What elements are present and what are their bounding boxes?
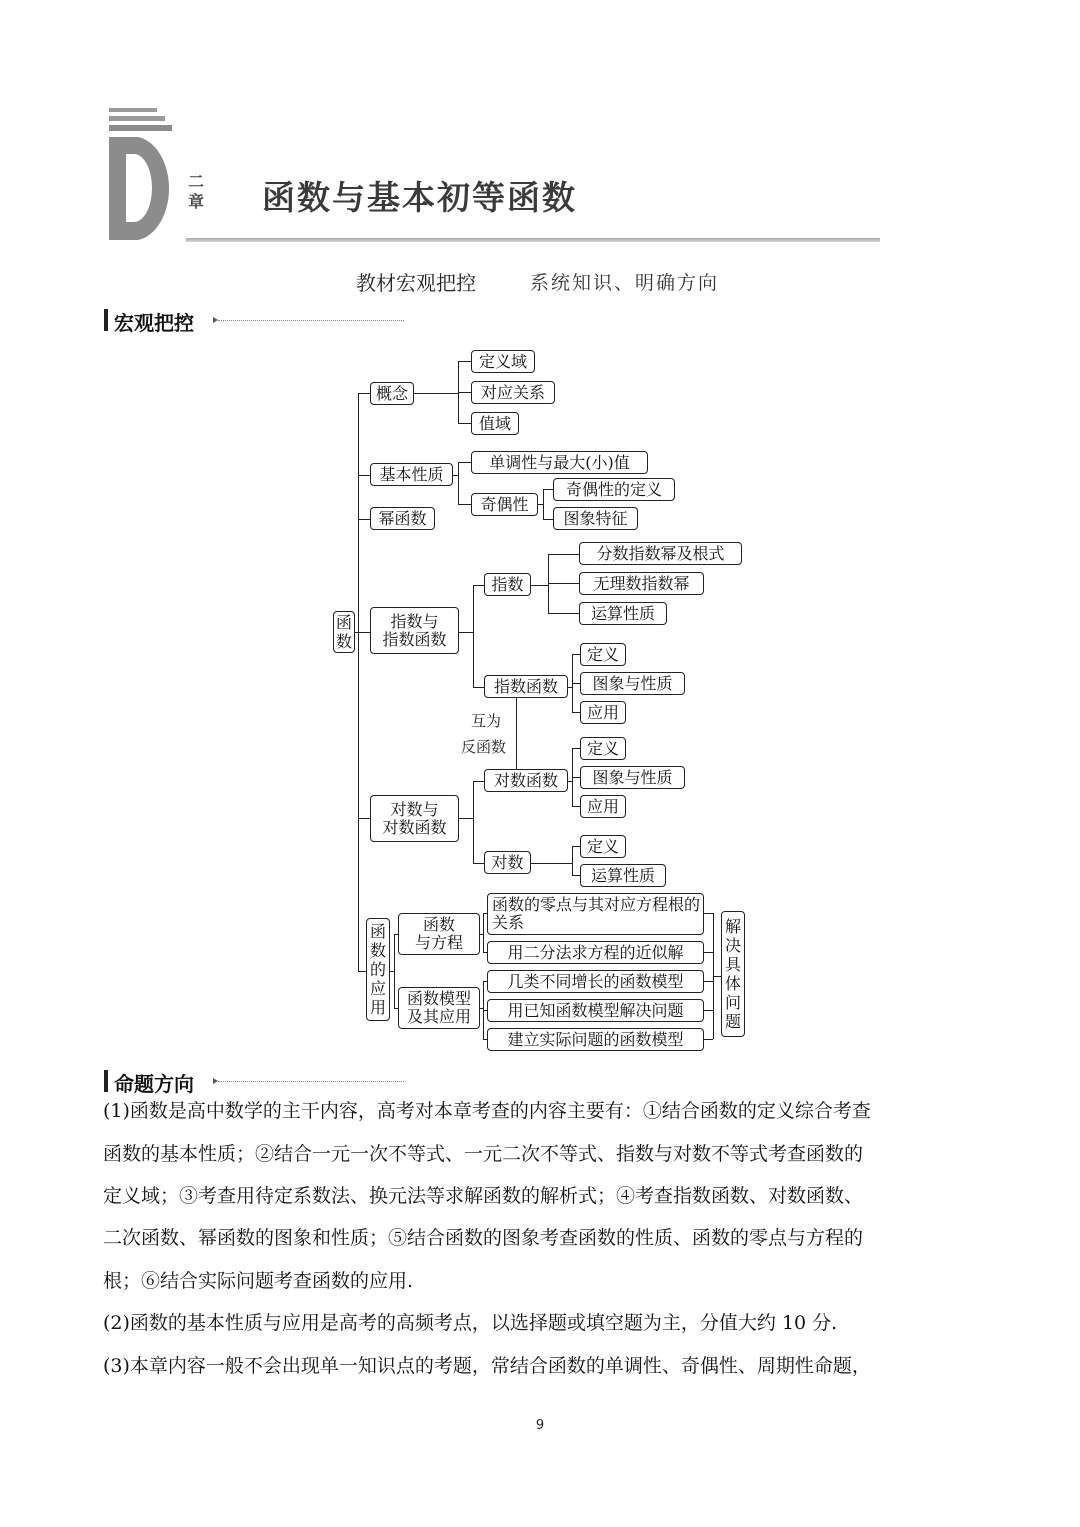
node-solve-problems: 解决具体问题	[721, 911, 745, 1037]
inverse-label-2: 反函数	[461, 738, 507, 756]
node-log-operations: 运算性质	[580, 864, 666, 887]
node-exp-operations: 运算性质	[579, 602, 667, 625]
node-log-function: 对数函数	[484, 769, 568, 792]
node-zeros-roots: 函数的零点与其对应方程根的关系	[487, 893, 704, 935]
paragraph-line-4: 二次函数、幂函数的图象和性质；⑤结合函数的图象考查函数的性质、函数的零点与方程的	[103, 1227, 864, 1249]
section-bar-direction	[104, 1070, 108, 1092]
paragraph-line-5: 根；⑥结合实际问题考查函数的应用.	[103, 1270, 414, 1292]
node-growth-models: 几类不同增长的函数模型	[487, 970, 704, 993]
inverse-label-1: 互为	[471, 712, 502, 730]
node-exp-fn-application: 应用	[580, 701, 626, 724]
node-exp-and-exp-function: 指数与 指数函数	[370, 607, 459, 654]
chapter-logo-icon	[106, 104, 182, 244]
node-root: 函数	[333, 611, 355, 653]
node-log-definition: 定义	[580, 835, 626, 858]
node-basic-properties: 基本性质	[370, 463, 453, 486]
node-irrational-exponent: 无理数指数幂	[579, 572, 704, 595]
node-function-application: 函数的应用	[366, 918, 390, 1021]
paragraph-line-3: 定义域；③考查用待定系数法、换元法等求解函数的解析式；④考查指数函数、对数函数、	[103, 1185, 864, 1207]
node-exp-function: 指数函数	[484, 675, 568, 698]
node-power-function: 幂函数	[370, 507, 435, 530]
node-domain: 定义域	[471, 350, 535, 373]
section-rule-direction	[218, 1081, 404, 1082]
node-concept: 概念	[370, 382, 414, 405]
section-bar-macro	[104, 309, 108, 331]
node-exp-fn-graph: 图象与性质	[580, 672, 685, 695]
chapter-number: 二 章	[187, 172, 204, 211]
node-range: 值域	[471, 412, 519, 435]
node-bisection: 用二分法求方程的近似解	[487, 941, 704, 964]
section-title-macro: 宏观把控	[114, 311, 194, 335]
paragraph-line-2: 函数的基本性质；②结合一元一次不等式、一元二次不等式、指数与对数不等式考查函数的	[103, 1143, 864, 1165]
node-exponent: 指数	[484, 573, 531, 596]
node-log-fn-definition: 定义	[580, 737, 626, 760]
node-build-models: 建立实际问题的函数模型	[487, 1028, 704, 1051]
node-correspondence: 对应关系	[471, 381, 555, 404]
node-fractional-exponent: 分数指数幂及根式	[579, 542, 742, 565]
node-log-fn-application: 应用	[580, 795, 626, 818]
paragraph-line-1: (1)函数是高中数学的主干内容，高考对本章考查的内容主要有：①结合函数的定义综合考查	[103, 1100, 871, 1122]
paragraph-line-6: (2)函数的基本性质与应用是高考的高频考点，以选择题或填空题为主，分值大约 10 分.	[103, 1312, 838, 1334]
node-monotonic: 单调性与最大(小)值	[471, 451, 648, 474]
node-log-fn-graph: 图象与性质	[580, 766, 685, 789]
node-exp-fn-definition: 定义	[580, 643, 626, 666]
node-model-application: 函数模型 及其应用	[398, 987, 480, 1029]
section-rule-macro	[218, 320, 404, 321]
subtitle-sub: 系统知识、明确方向	[530, 272, 720, 294]
node-known-models: 用已知函数模型解决问题	[487, 999, 704, 1022]
page-number: 9	[535, 1418, 545, 1433]
node-log-and-log-function: 对数与 对数函数	[370, 795, 459, 842]
node-image-features: 图象特征	[553, 507, 638, 530]
node-parity: 奇偶性	[471, 493, 538, 516]
subtitle-main: 教材宏观把控	[356, 271, 476, 295]
header-rule	[186, 238, 880, 242]
node-parity-definition: 奇偶性的定义	[553, 478, 675, 501]
section-title-direction: 命题方向	[114, 1072, 194, 1096]
node-function-equation: 函数 与方程	[398, 913, 480, 955]
chapter-title: 函数与基本初等函数	[262, 178, 577, 217]
paragraph-line-7: (3)本章内容一般不会出现单一知识点的考题，常结合函数的单调性、奇偶性、周期性命题，	[103, 1355, 871, 1377]
node-logarithm: 对数	[484, 851, 531, 874]
